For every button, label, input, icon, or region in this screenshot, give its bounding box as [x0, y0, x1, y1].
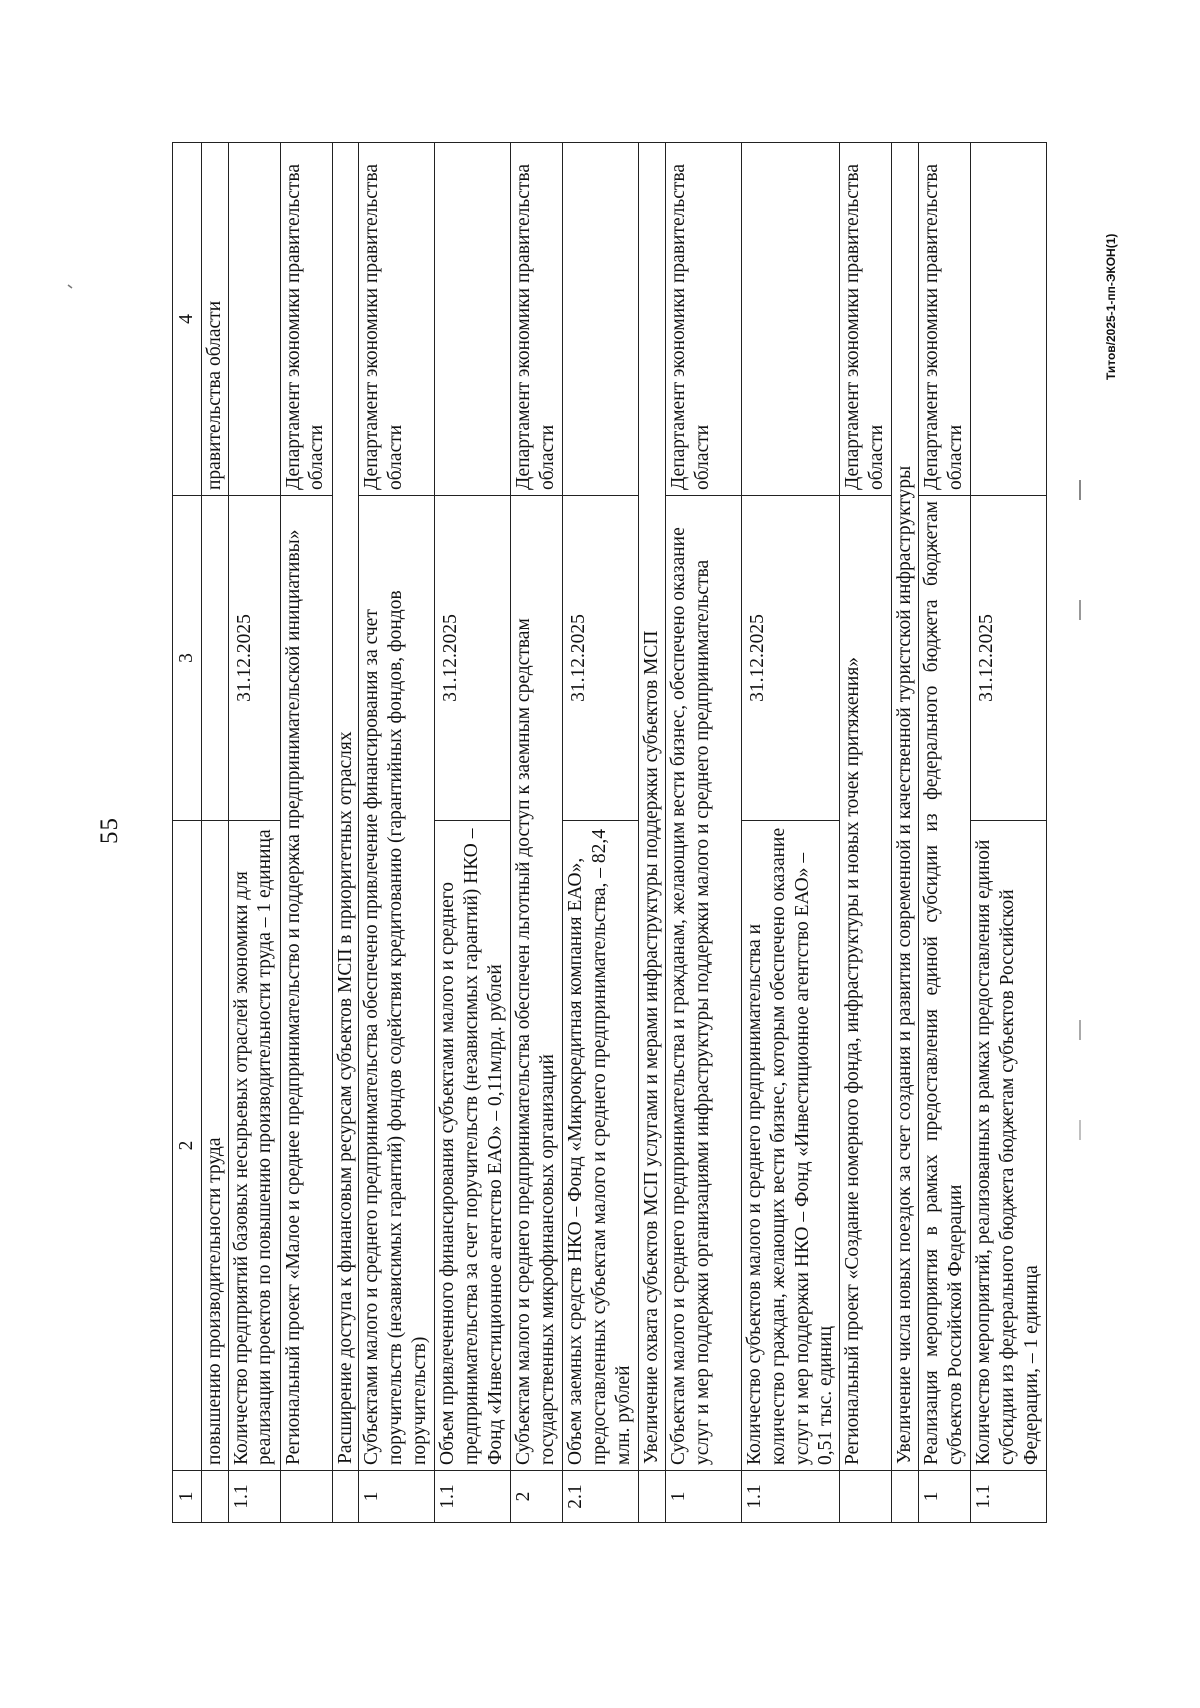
- col-header-2: 2: [173, 821, 202, 1471]
- row-text: Количество мероприятий, реализованных в рамках предоставления единой субсидии из федерального бюджета бюджетам субъектов Российской Федерации, – 1 единица: [971, 821, 1047, 1471]
- row-number: 1.1: [742, 1471, 840, 1523]
- section-row: [892, 143, 919, 1523]
- row-responsible: Департамент экономики правительства области: [511, 143, 563, 496]
- row-number: 1: [919, 1471, 971, 1523]
- row-responsible: Департамент экономики правительства области: [666, 143, 742, 496]
- section-title: Расширение доступа к финансовым ресурсам субъектов МСП в приоритетных отраслях: [332, 143, 359, 1471]
- row-number: [840, 1471, 892, 1523]
- row-responsible: [435, 143, 511, 496]
- row-responsible: Департамент экономики правительства области: [919, 143, 971, 496]
- row-responsible: [742, 143, 840, 496]
- row-responsible: Департамент экономики правительства области: [359, 143, 435, 496]
- row-text: Реализация мероприятия в рамках предоставления единой субсидии из федерального бюджета бюджетам субъектов Российской Федерации: [919, 496, 971, 1471]
- row-date: 31.12.2025: [563, 496, 639, 821]
- section-row: [332, 143, 359, 1523]
- row-number: 1: [666, 1471, 742, 1523]
- row-responsible: [228, 143, 280, 496]
- table-row: [201, 143, 228, 1523]
- row-date: 31.12.2025: [228, 496, 280, 821]
- row-number: [201, 1471, 228, 1523]
- row-number: [639, 1471, 666, 1523]
- row-text: Количество субъектов малого и среднего предпринимательства и количество граждан, желающих вести бизнес, которым обеспечено оказание услуг и мер поддержки НКО – Фонд «Инвестиционное агентство ЕАО» – 0,51 тыс. единиц: [742, 821, 840, 1471]
- page-number: 55: [96, 817, 123, 844]
- row-date: 31.12.2025: [742, 496, 840, 821]
- table-row: [919, 143, 971, 1523]
- scan-mark: [68, 285, 72, 288]
- section-title: Увеличение числа новых поездок за счет создания и развития современной и качественной туристской инфраструктуры: [892, 143, 919, 1471]
- row-number: 2.1: [563, 1471, 639, 1523]
- row-text: Субъектам малого и среднего предпринимательства и гражданам, желающим вести бизнес, обеспечено оказание услуг и мер поддержки организациями инфраструктуры поддержки малого и среднего предпринимательства: [666, 496, 742, 1471]
- table-row: [511, 143, 563, 1523]
- row-responsible: правительства области: [201, 143, 228, 496]
- row-number: 1.1: [228, 1471, 280, 1523]
- table-row: [840, 143, 892, 1523]
- row-text: Субъектам малого и среднего предпринимательства обеспечен льготный доступ к заемным средствам государственных микрофинансовых организаций: [511, 496, 563, 1471]
- row-number: 1.1: [971, 1471, 1047, 1523]
- row-date: 31.12.2025: [971, 496, 1047, 821]
- table-row: [359, 143, 435, 1523]
- row-text: Региональный проект «Малое и среднее предпринимательство и поддержка предпринимательской инициативы»: [280, 496, 332, 1471]
- row-number: 2: [511, 1471, 563, 1523]
- table-row: [563, 143, 639, 1523]
- header-row: [173, 143, 202, 1523]
- row-text: Субъектами малого и среднего предпринимательства обеспечено привлечение финансирования за счет поручительств (независимых гарантий) фондов содействия кредитованию (гарантийных фондов, фондов поручительств): [359, 496, 435, 1471]
- col-header-1: 1: [173, 1471, 202, 1523]
- activities-table: [172, 142, 1047, 1523]
- table-row: [435, 143, 511, 1523]
- document-code: Титов/2025-1-пп-ЭКОН(1): [1104, 233, 1118, 380]
- row-number: 1: [359, 1471, 435, 1523]
- row-text: Количество предприятий базовых несырьевых отраслей экономики для реализации проектов по повышению производительности труда – 1 единица: [228, 821, 280, 1471]
- row-responsible: [971, 143, 1047, 496]
- row-text: Объем привлеченного финансирования субъектами малого и среднего предпринимательства за счет поручительств (независимых гарантий) НКО – Фонд «Инвестиционное агентство ЕАО» – 0,11млрд. рублей: [435, 821, 511, 1471]
- col-header-3: 3: [173, 496, 202, 821]
- table-row: [742, 143, 840, 1523]
- row-number: [892, 1471, 919, 1523]
- row-text: Объем заемных средств НКО – Фонд «Микрокредитная компания ЕАО», предоставленных субъектам малого и среднего предпринимательства, – 82,4 млн. рублей: [563, 821, 639, 1471]
- row-text: повышению производительности труда: [201, 821, 228, 1471]
- row-date: [201, 496, 228, 821]
- row-date: 31.12.2025: [435, 496, 511, 821]
- row-responsible: [563, 143, 639, 496]
- row-number: [332, 1471, 359, 1523]
- table-row: [971, 143, 1047, 1523]
- row-number: 1.1: [435, 1471, 511, 1523]
- row-responsible: Департамент экономики правительства области: [840, 143, 892, 496]
- row-text: Региональный проект «Создание номерного фонда, инфраструктуры и новых точек притяжения»: [840, 496, 892, 1471]
- row-responsible: Департамент экономики правительства области: [280, 143, 332, 496]
- table-row: [228, 143, 280, 1523]
- row-number: [280, 1471, 332, 1523]
- col-header-4: 4: [173, 143, 202, 496]
- table-row: [666, 143, 742, 1523]
- section-row: [639, 143, 666, 1523]
- rotated-table-container: [172, 143, 1099, 1523]
- table-row: [280, 143, 332, 1523]
- section-title: Увеличение охвата субъектов МСП услугами и мерами инфраструктуры поддержки субъектов МСП: [639, 143, 666, 1471]
